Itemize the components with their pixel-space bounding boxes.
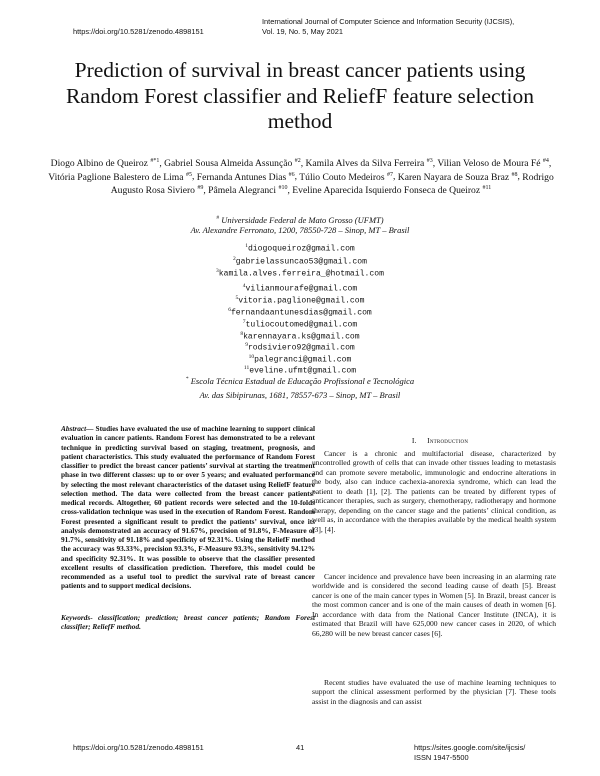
section-title: Introduction — [427, 436, 469, 445]
email-marker: 5 — [235, 295, 239, 301]
email-text: vitoria.paglione@gmail.com — [238, 296, 365, 306]
author-name: Rodrigo Augusto Rosa Siviero $^{\#9}$ — [110, 171, 554, 196]
author-name: Kamila Alves da Silva Ferreira $^{\#3}$ — [305, 158, 433, 170]
email-text: eveline.ufmt@gmail.com — [249, 366, 357, 376]
email-address[interactable] — [100, 266, 500, 280]
abstract-label: Abstract — [61, 424, 87, 433]
author-name: Gabriel Sousa Almeida Assunção $^{\#2}$ — [164, 158, 301, 170]
keywords: Keywords- classification; prediction; breast cancer patients; Random Forest classifier; ReliefF method. — [61, 613, 315, 632]
email-text: kamila.alves.ferreira_@hotmail.com — [218, 269, 384, 279]
email-text: diogoqueiroz@gmail.com — [247, 244, 355, 254]
intro-paragraph-2: Cancer incidence and prevalence have been increasing in an alarming rate worldwide and is considered the second leading cause of death [5]. Breast cancer is one of the main cancer types in Women [5]. In Brazil, breast cancer is the most common cancer and is one of the main causes of death in women [6]. In accordance with data from the National Cancer Institute (INCA), it is estimated that Brazil will have 625,000 new cancer cases in 2020, of which 66,280 will be new breast cancer cases [6]. — [312, 572, 556, 638]
email-marker: 9 — [245, 342, 248, 348]
footer-site: https://sites.google.com/site/ijcsis/ — [414, 743, 526, 752]
author-name: Eveline Aparecida Isquierdo Fonseca de Queiroz $^{\#11}$ — [292, 184, 492, 196]
author-marker: #4 — [542, 158, 549, 164]
author-name: Karen Nayara de Souza Braz $^{\#8}$ — [397, 171, 518, 183]
email-marker: 6 — [228, 307, 231, 313]
author-marker: #8 — [511, 171, 518, 178]
author-marker: #2 — [294, 158, 301, 164]
email-marker: 11 — [243, 365, 250, 371]
author-marker: #5 — [185, 171, 192, 178]
email-text: tuliocoutomed@gmail.com — [245, 320, 358, 330]
page-number: 41 — [296, 743, 305, 752]
journal-header — [262, 17, 562, 37]
author-name: Pâmela Alegranci $^{\#10}$ — [208, 184, 288, 196]
affiliation-1-name: # Universidade Federal de Mato Grosso (UFMT) — [216, 214, 384, 225]
section-heading — [325, 436, 555, 445]
email-text: gabrielassuncao53@gmail.com — [235, 257, 367, 267]
affiliation-1-address: Av. Alexandre Ferronato, 1200, 78550-728 – Sinop, MT – Brasil — [190, 224, 410, 235]
paper-title: Prediction of survival in breast cancer patients using Random Forest classifier and ReliefF feature selection method — [65, 58, 535, 133]
author-marker: #6 — [288, 171, 295, 178]
email-marker: 4 — [242, 283, 246, 289]
email-marker: 8 — [240, 331, 244, 337]
footer-doi: https://doi.org/10.5281/zenodo.4898151 — [73, 743, 204, 752]
email-text: karennayara.ks@gmail.com — [243, 332, 360, 342]
affiliation-2-name: * Escola Técnica Estadual de Educação Profissional e Tecnológica — [185, 375, 415, 386]
email-marker: 2 — [233, 256, 236, 262]
affiliation-2-address: Av. das Sibipirunas, 1681, 78557-673 – Sinop, MT – Brasil — [199, 389, 401, 400]
email-text: fernandaantunesdias@gmail.com — [230, 308, 372, 318]
author-marker: #11 — [482, 184, 492, 191]
affiliation-1 — [100, 213, 500, 235]
author-name: Vitória Paglione Balestero de Lima $^{\#5}$ — [48, 171, 192, 183]
email-marker: 7 — [242, 319, 246, 325]
journal-line-2: Vol. 19, No. 5, May 2021 — [262, 27, 343, 36]
footer-issn: ISSN 1947-5500 — [414, 753, 469, 762]
email-text: palegranci@gmail.com — [254, 355, 352, 365]
author-marker: #7 — [386, 171, 393, 178]
author-marker: #*1 — [150, 158, 160, 164]
author-name: Vilian Veloso de Moura Fé $^{\#4}$ — [437, 158, 549, 170]
email-text: rodsiviero92@gmail.com — [247, 343, 355, 353]
author-name: Diogo Albino de Queiroz $^{\#*1}$ — [50, 158, 160, 170]
author-marker: #9 — [197, 184, 204, 191]
abstract-text: — Studies have evaluated the use of machine learning to support clinical evaluation in cancer patients. Random Forest has demonstrated to be a relevant technique in predicting survival based on staging, treatment, prognosis, and patient characteristics. This study evaluated the performance of Random Forest classifier to predict the breast cancer patients’ survival at starting the treatment phase in two different classes: up to or over 5 years; and evaluated performance by selecting the most relevant characteristics of the dataset using ReliefF feature selection method. The data were collected from the breast cancer patients’ medical records. Altogether, 60 patient records were selected and the 10-folds cross-validation technique was used in the execution of Random Forest. Random Forest presented a significant result to predict the patients’ survival, once its analysis demonstrated an accuracy of 91.67%, precision of 91.8%, F-Measure of 91.7%, sensitivity of 91.18% and specificity of 92.31%. Using the ReliefF method the accuracy was 93.33%, precision 93.3%, F-Measure 93.3%, sensitivity 94.12% and specificity 92.31%. It was possible to observe that the classifier presented excellent results of classification prediction. Therefore, this model could be recommended as a useful tool to predict the survival rate of breast cancer patients and to support medical decisions. — [61, 424, 315, 591]
affiliation-2 — [100, 374, 500, 400]
author-marker: #3 — [426, 158, 433, 164]
email-text: vilianmourafe@gmail.com — [245, 284, 358, 294]
journal-line-1: International Journal of Computer Science and Information Security (IJCSIS), — [262, 17, 515, 26]
email-marker: 1 — [245, 243, 248, 249]
author-name: Fernanda Antunes Dias $^{\#6}$ — [196, 171, 295, 183]
email-address[interactable] — [100, 241, 500, 255]
section-number: I. — [411, 436, 417, 445]
author-name: Túlio Couto Medeiros $^{\#7}$ — [299, 171, 393, 183]
intro-paragraph-1: Cancer is a chronic and multifactorial disease, characterized by uncontrolled growth of cells that can invade other tissues leading to metastasis and can promote severe metabolic, immunologic and endocrine alterations in the body, also can induce cachexia-anorexia syndrome, which can lead the patient to death [1], [2]. The patients can be treated by different types of anticancer therapies, such as surgery, chemotherapy, radiotherapy and hormone therapy, depending on the cancer stage and the patients’ clinical condition, as well as, in accordance with the therapies available by the medical health system [3], [4]. — [312, 449, 556, 534]
email-marker: 10 — [248, 354, 255, 360]
header-doi: https://doi.org/10.5281/zenodo.4898151 — [73, 27, 204, 36]
abstract — [61, 424, 315, 591]
intro-paragraph-3: Recent studies have evaluated the use of machine learning techniques to support the clinical assessment performed by the physician [7]. These tools assist in the diagnosis and can assist — [312, 678, 556, 706]
author-list: Diogo Albino de Queiroz $^{\#*1}$, Gabriel Sousa Almeida Assunção $^{\#2}$, Kamila Alves da Silva Ferreira $^{\#3}$, Vilian Veloso de Moura Fé $^{\#4}$, Vitória Paglione Balestero de Lima $^{\#5}$, Fernanda Antunes Dias $^{\#6}$, Túlio Couto Medeiros $^{\#7}$, Karen Nayara de Souza Braz $^{\#8}$, Rodrigo Augusto Rosa Siviero $^{\#9}$, Pâmela Alegranci $^{\#10}$, Eveline Aparecida Isquierdo Fonseca de Queiroz $^{\#11}$ — [48, 158, 554, 196]
email-marker: 3 — [216, 268, 219, 274]
author-marker: #10 — [278, 184, 288, 191]
